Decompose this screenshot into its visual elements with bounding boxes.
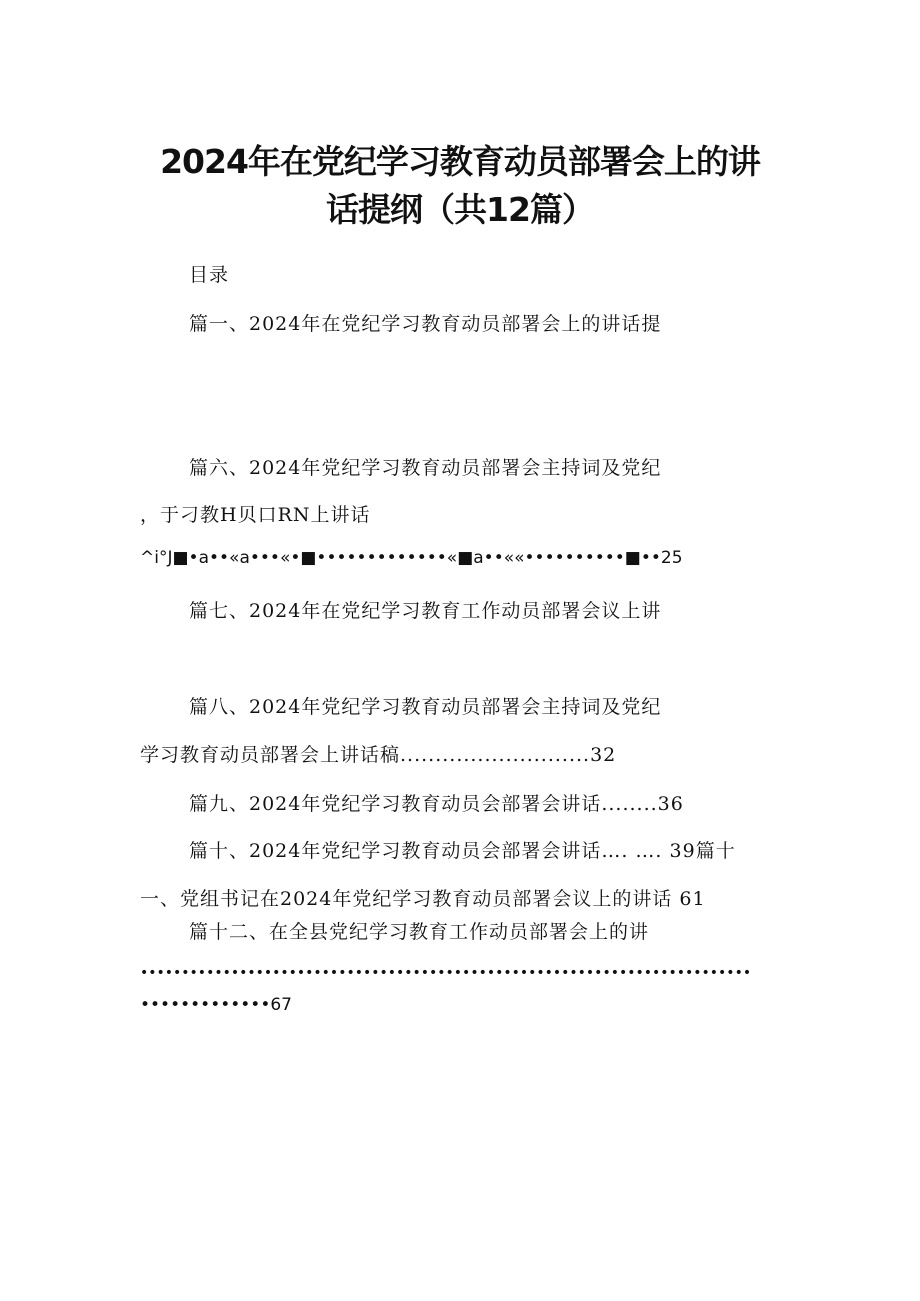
toc-entry: 篇九、2024年党纪学习教育动员会部署会讲话........36 [189, 793, 684, 815]
document-title-line-1: 2024年在党纪学习教育动员部署会上的讲 [160, 142, 760, 181]
toc-entry-continuation: ，于刁教H贝口RN上讲话 [140, 504, 371, 526]
toc-entry-continuation: 学习教育动员部署会上讲话稿...........................32 [140, 744, 617, 766]
toc-entry-continuation: 一、党组书记在2024年党纪学习教育动员部署会议上的讲话 61 [140, 888, 706, 910]
toc-entry: 篇一、2024年在党纪学习教育动员部署会上的讲话提 [189, 313, 662, 335]
toc-entry: 篇十二、在全县党纪学习教育工作动员部署会上的讲 [189, 921, 650, 943]
toc-entry-leader: ^i°J■•a••«a•••«•■•••••••••••••«■a••««••••••••••■••25 [140, 548, 683, 568]
toc-entry: 篇六、2024年党纪学习教育动员部署会主持词及党纪 [189, 457, 662, 479]
toc-entry: 篇七、2024年在党纪学习教育工作动员部署会议上讲 [189, 600, 662, 622]
document-title-line-2: 话提纲（共12篇） [326, 190, 594, 229]
toc-heading: 目录 [189, 264, 230, 286]
toc-entry-leader: •••••••••••••••••••••••••••••••••••••••••••••••••••••••••••••••••••••••••• [140, 965, 752, 981]
toc-entry: 篇十、2024年党纪学习教育动员会部署会讲话…. …. 39篇十 [189, 840, 736, 862]
toc-entry-leader: •••••••••••••67 [140, 995, 292, 1015]
toc-entry: 篇八、2024年党纪学习教育动员部署会主持词及党纪 [189, 696, 662, 718]
